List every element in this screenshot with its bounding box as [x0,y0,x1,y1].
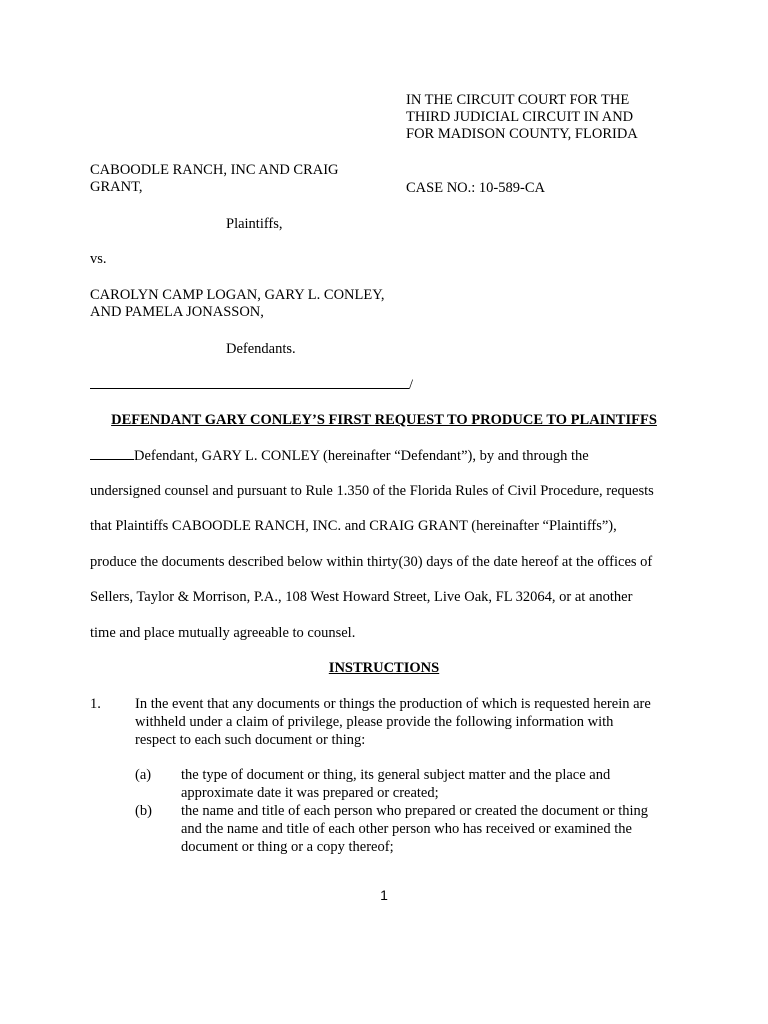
defendant-line: AND PAMELA JONASSON, [90,304,264,320]
plaintiff-line: CABOODLE RANCH, INC AND CRAIG [90,162,339,178]
court-line: IN THE CIRCUIT COURT FOR THE [406,92,630,108]
subitem-line: approximate date it was prepared or created; [181,785,439,801]
defendant-line: CAROLYN CAMP LOGAN, GARY L. CONLEY, [90,287,385,303]
subitem-label: (b) [135,803,152,819]
subitem-text [181,803,648,857]
indent-blank [90,447,134,460]
subitem-line: the type of document or thing, its general subject matter and the place and [181,767,611,783]
plaintiffs-role: Plaintiffs, [226,216,283,232]
court-line: THIRD JUDICIAL CIRCUIT IN AND [406,109,634,125]
plaintiff-line: GRANT, [90,179,143,195]
case-number: CASE NO.: 10-589-CA [406,180,545,196]
court-heading [406,92,638,143]
plaintiff-names [90,162,339,196]
caption-separator [90,376,413,394]
item-number: 1. [90,696,101,712]
separator-slash: / [409,377,414,393]
subitem-text [181,767,610,803]
intro-line: that Plaintiffs CABOODLE RANCH, INC. and CRAIG GRANT (hereinafter “Plaintiffs”), [90,518,617,534]
intro-line: produce the documents described below within thirty(30) days of the date hereof at the offices of [90,554,653,570]
subitem-line: document or thing or a copy thereof; [181,839,394,855]
item-line: withheld under a claim of privilege, please provide the following information with [135,714,614,730]
item-line: respect to each such document or thing: [135,732,366,748]
intro-line [90,447,589,465]
item-text [135,696,651,750]
defendants-role: Defendants. [226,341,296,357]
intro-first-text: Defendant, GARY L. CONLEY (hereinafter “Defendant”), by and through the [134,448,589,464]
court-line: FOR MADISON COUNTY, FLORIDA [406,126,638,142]
instructions-heading: INSTRUCTIONS [328,660,440,676]
subitem-line: the name and title of each person who prepared or created the document or thing [181,803,649,819]
versus: vs. [90,251,107,267]
page-number: 1 [380,887,388,903]
intro-line: undersigned counsel and pursuant to Rule 1.350 of the Florida Rules of Civil Procedure, requests [90,483,654,499]
subitem-label: (a) [135,767,152,783]
item-line: In the event that any documents or things the production of which is requested herein are [135,696,651,712]
intro-line: Sellers, Taylor & Morrison, P.A., 108 West Howard Street, Live Oak, FL 32064, or at another [90,589,633,605]
document-title: DEFENDANT GARY CONLEY’S FIRST REQUEST TO PRODUCE TO PLAINTIFFS [111,412,657,428]
separator-rule [90,376,409,389]
subitem-line: and the name and title of each other person who has received or examined the [181,821,632,837]
defendant-names [90,287,384,321]
intro-line: time and place mutually agreeable to counsel. [90,625,356,641]
